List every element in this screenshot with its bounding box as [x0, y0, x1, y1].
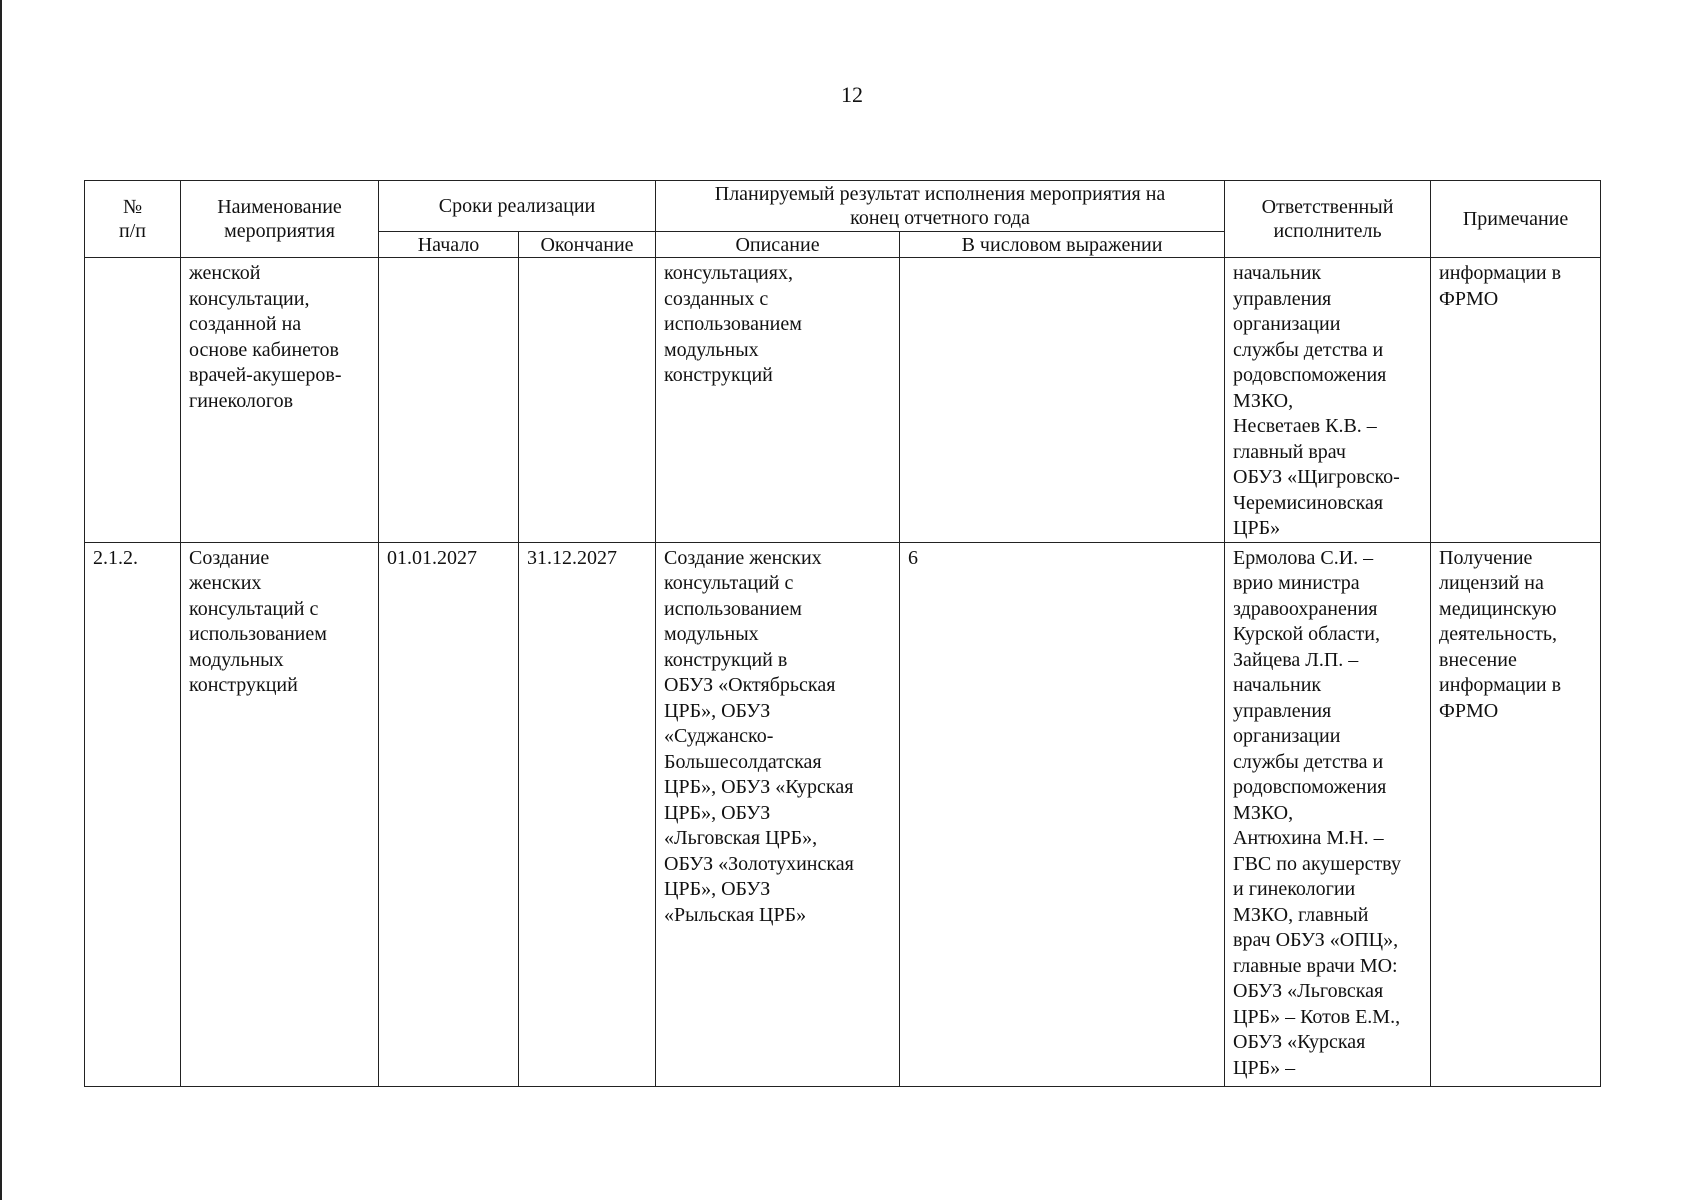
cell-responsible-line: ОБУЗ «Курская — [1233, 1031, 1366, 1053]
cell-description-line: ЦРБ», ОБУЗ — [664, 801, 771, 824]
cell-note-line: информации в — [1439, 262, 1562, 284]
cell-responsible — [1225, 542, 1431, 1086]
cell-responsible-line: ОБУЗ «Щигровско- — [1233, 466, 1400, 488]
cell-responsible-line: начальник — [1233, 262, 1322, 284]
cell-activity-name — [181, 258, 379, 543]
cell-note-line: информации в — [1439, 674, 1562, 696]
cell-description-line: консультаций с — [664, 572, 794, 594]
cell-responsible-line: родовспоможения — [1233, 364, 1387, 386]
cell-responsible-line: Ермолова С.И. – — [1233, 546, 1374, 569]
cell-note-line: деятельность, — [1439, 623, 1557, 645]
cell-note-line: медицинскую — [1439, 597, 1557, 620]
table-row — [85, 542, 1601, 1086]
cell-description-line: ЦРБ», ОБУЗ — [664, 699, 771, 722]
cell-description-line: «Рыльская ЦРБ» — [664, 903, 807, 926]
cell-description — [656, 258, 900, 543]
cell-description — [656, 542, 900, 1086]
header-end: Окончание — [519, 232, 656, 258]
cell-responsible-line: Зайцева Л.П. – — [1233, 648, 1359, 671]
cell-note-line: Получение — [1439, 546, 1533, 569]
cell-activity-name-line: модульных — [189, 648, 284, 671]
header-numeric: В числовом выражении — [900, 232, 1225, 258]
cell-responsible-line: ЦРБ» — [1233, 517, 1281, 539]
cell-numeric-value: 6 — [900, 542, 1225, 1086]
cell-number — [85, 258, 181, 543]
cell-activity-name-line: консультации, — [189, 287, 310, 310]
cell-description-line: «Суджанско- — [664, 725, 774, 747]
cell-activity-name-line: созданной на — [189, 313, 302, 335]
cell-description-line: использованием — [664, 597, 802, 620]
cell-responsible-line: Курской области, — [1233, 623, 1381, 645]
cell-activity-name-line: женских — [189, 572, 262, 594]
cell-activity-name-line: конструкций — [189, 674, 298, 696]
cell-description-line: ЦРБ», ОБУЗ — [664, 878, 771, 900]
cell-responsible-line: управления — [1233, 287, 1332, 310]
header-planned-result: Планируемый результат исполнения мероприятия на конец отчетного года — [656, 181, 1225, 232]
cell-responsible-line: МЗКО, — [1233, 801, 1294, 824]
cell-responsible-line: ЦРБ» – Котов Е.М., — [1233, 1005, 1401, 1028]
page-number: 12 — [841, 82, 863, 107]
cell-description-line: «Льговская ЦРБ», — [664, 827, 818, 849]
cell-description-line: Создание женских — [664, 546, 822, 569]
cell-start-date — [379, 258, 519, 543]
cell-responsible-line: Черемисиновская — [1233, 491, 1384, 514]
cell-responsible-line: МЗКО, — [1233, 389, 1294, 412]
cell-note — [1431, 542, 1601, 1086]
cell-responsible-line: и гинекологии — [1233, 878, 1356, 900]
header-start: Начало — [379, 232, 519, 258]
cell-responsible-line: организации — [1233, 313, 1341, 335]
cell-responsible-line: МЗКО, главный — [1233, 903, 1369, 926]
cell-numeric-value — [900, 258, 1225, 543]
table-body — [85, 258, 1601, 1087]
cell-note-line: ФРМО — [1439, 699, 1499, 722]
cell-activity-name-line: врачей-акушеров- — [189, 364, 342, 386]
cell-note-line: лицензий на — [1439, 572, 1544, 594]
cell-responsible-line: главные врачи МО: — [1233, 954, 1398, 977]
cell-description-line: ОБУЗ «Золотухинская — [664, 852, 854, 875]
cell-responsible-line: главный врач — [1233, 440, 1346, 463]
table-row — [85, 258, 1601, 543]
cell-responsible-line: Антюхина М.Н. – — [1233, 827, 1384, 849]
header-description: Описание — [656, 232, 900, 258]
cell-description-line: Большесолдатская — [664, 750, 822, 773]
cell-responsible-line: организации — [1233, 725, 1341, 747]
header-name: Наименование мероприятия — [181, 181, 379, 258]
cell-description-line: консультациях, — [664, 262, 793, 284]
cell-description-line: конструкций в — [664, 648, 788, 671]
cell-description-line: модульных — [664, 623, 759, 645]
cell-responsible-line: Несветаев К.В. – — [1233, 415, 1377, 437]
scan-left-edge — [0, 0, 2, 1200]
cell-description-line: конструкций — [664, 364, 773, 386]
cell-description-line: созданных с — [664, 287, 769, 310]
header-responsible: Ответственный исполнитель — [1225, 181, 1431, 258]
cell-start-date: 01.01.2027 — [379, 542, 519, 1086]
cell-description-line: использованием — [664, 313, 802, 335]
cell-responsible-line: ОБУЗ «Льговская — [1233, 980, 1384, 1002]
cell-responsible-line: начальник — [1233, 674, 1322, 696]
cell-activity-name-line: женской — [189, 262, 261, 284]
header-note: Примечание — [1431, 181, 1601, 258]
cell-note — [1431, 258, 1601, 543]
cell-responsible — [1225, 258, 1431, 543]
cell-description-line: ОБУЗ «Октябрьская — [664, 674, 836, 696]
cell-description-line: ЦРБ», ОБУЗ «Курская — [664, 776, 854, 798]
cell-activity-name-line: основе кабинетов — [189, 338, 339, 361]
cell-responsible-line: управления — [1233, 699, 1332, 722]
cell-end-date: 31.12.2027 — [519, 542, 656, 1086]
table-header — [85, 181, 1601, 258]
cell-end-date — [519, 258, 656, 543]
cell-number: 2.1.2. — [85, 542, 181, 1086]
cell-responsible-line: здравоохранения — [1233, 597, 1378, 620]
header-terms: Сроки реализации — [379, 181, 656, 232]
cell-note-line: ФРМО — [1439, 287, 1499, 310]
activities-table — [84, 180, 1601, 1087]
cell-responsible-line: врач ОБУЗ «ОПЦ», — [1233, 929, 1399, 951]
cell-responsible-line: ЦРБ» – — [1233, 1056, 1296, 1079]
cell-responsible-line: врио министра — [1233, 572, 1360, 594]
cell-responsible-line: службы детства и — [1233, 750, 1384, 773]
cell-activity-name — [181, 542, 379, 1086]
cell-responsible-line: службы детства и — [1233, 338, 1384, 361]
cell-description-line: модульных — [664, 338, 759, 361]
header-number: № п/п — [85, 181, 181, 258]
cell-responsible-line: ГВС по акушерству — [1233, 852, 1401, 875]
cell-responsible-line: родовспоможения — [1233, 776, 1387, 798]
cell-activity-name-line: использованием — [189, 623, 327, 645]
cell-note-line: внесение — [1439, 648, 1517, 671]
cell-activity-name-line: Создание — [189, 546, 270, 569]
cell-activity-name-line: гинекологов — [189, 389, 294, 412]
cell-activity-name-line: консультаций с — [189, 597, 319, 620]
